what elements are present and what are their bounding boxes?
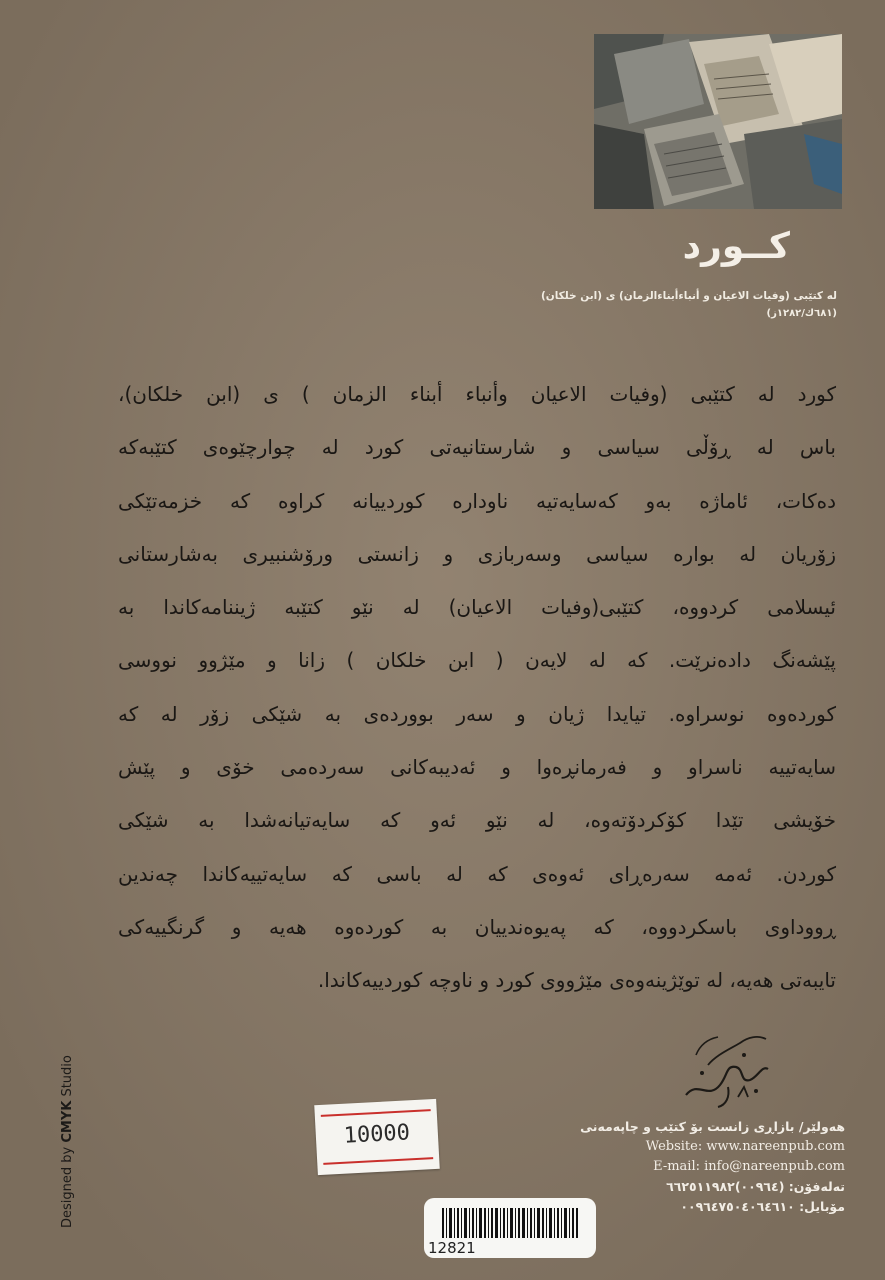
blurb-text: [118, 368, 836, 1008]
blurb-line: دەكات، ئاماژە بەو كەسایەتیە ناودارە كوردییانە كراوە كە خزمەتێكی: [118, 488, 836, 513]
book-dates: (٦٨١ك/١٢٨٢ز): [766, 308, 837, 319]
publisher-phone: تەلەفۆن: (٠٠٩٦٤)٦٦٢٥١١٩٨٢: [666, 1179, 845, 1194]
blurb-line: باس لە ڕۆڵی سیاسی و شارستانیەتی كورد لە چوارچێوەی كتێبەكە: [118, 435, 836, 460]
price-sticker: [314, 1099, 439, 1175]
barcode-number: 12821: [428, 1239, 476, 1257]
blurb-line: ئیسلامی كردووە، كتێبی(وفیات الاعیان) لە نێو كتێبە ژیننامەكاندا بە: [118, 595, 836, 620]
designer-suffix: Studio: [60, 1055, 75, 1101]
blurb-line: زۆریان لە بوارە سیاسی وسەربازی و زانستی ورۆشنبیری بەشارستانی: [118, 541, 836, 566]
publisher-logo: [678, 1025, 774, 1111]
publisher-website[interactable]: Website: www.nareenpub.com: [645, 1139, 845, 1154]
blurb-line: كوردەوە نوسراوە. تیایدا ژیان و سەر بووردەی بە شێكی زۆر لە كە: [118, 701, 836, 726]
publisher-logo-calligraphy-icon: [678, 1025, 774, 1111]
publisher-info: [580, 1117, 845, 1217]
book-subtitle: لە كتێبی (وفیات الاعیان و أنباءأبناءالزمان) ی (ابن خلكان): [540, 290, 837, 302]
designer-name: CMYK: [60, 1100, 75, 1143]
publisher-email[interactable]: E-mail: info@nareenpub.com: [653, 1159, 845, 1174]
blurb-line: ڕووداوی باسكردووە، كە پەیوەندییان بە كوردەوە هەیە و گرنگییەكی: [118, 914, 836, 939]
price-stripe-bottom: [323, 1157, 433, 1165]
designer-prefix: Designed by: [60, 1142, 75, 1228]
price-stripe-top: [321, 1109, 431, 1117]
publisher-address: هەولێر/ بازاڕی زانست بۆ كتێب و چاپەمەنی: [580, 1119, 845, 1134]
designer-credit: [60, 1055, 75, 1228]
barcode-sticker: [424, 1198, 596, 1258]
blurb-line: سایەتییە ناسراو و فەرمانڕەوا و ئەدیبەكانی سەردەمی خۆی و پێش: [118, 755, 836, 780]
price-value: 10000: [343, 1120, 411, 1149]
book-title: كــورد: [682, 226, 790, 267]
blurb-line: خۆیشی تێدا كۆكردۆتەوە، لە نێو ئەو كە سایەتیانەشدا بە شێكی: [118, 808, 836, 833]
cover-photo-manuscripts: [594, 34, 842, 209]
blurb-line: تایبەتی هەیە، لە توێژینەوەی مێژووی كورد و ناوچە كوردییەكاندا.: [317, 968, 836, 993]
publisher-mobile: مۆبایل: ٠٠٩٦٤٧٥٠٤٠٦٤٦١٠: [680, 1199, 845, 1214]
blurb-line: پێشەنگ دادەنرێت. كە لە لایەن ( ابن خلكان ) زانا و مێژوو نووسی: [118, 648, 836, 673]
blurb-line: كورد لە كتێبی (وفیات الاعیان وأنباء أبناء الزمان ) ی (ابن خلكان)،: [118, 382, 836, 406]
barcode-icon: [442, 1208, 578, 1238]
blurb-line: كوردن. ئەمە سەرەڕای ئەوەی كە لە باسی كە سایەتییەكاندا چەندین: [118, 861, 836, 886]
